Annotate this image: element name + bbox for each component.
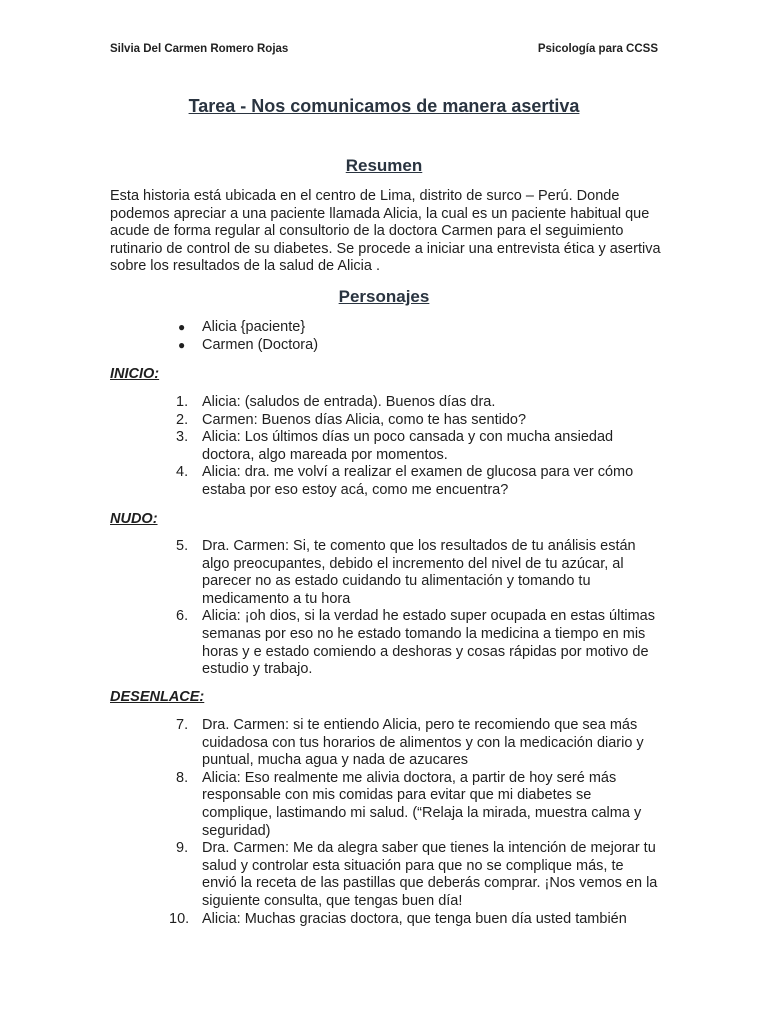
item-text: Alicia: (saludos de entrada). Buenos días dra. bbox=[202, 394, 496, 410]
bullet-icon: ● bbox=[178, 320, 186, 334]
item-number: 9. bbox=[176, 840, 189, 857]
dialog-item bbox=[178, 608, 662, 678]
item-number: 1. bbox=[176, 394, 189, 410]
desenlace-list bbox=[169, 717, 662, 928]
item-text: Alicia: Muchas gracias doctora, que tenga buen día usted también bbox=[202, 910, 627, 927]
resumen-paragraph: Esta historia está ubicada en el centro de Lima, distrito de surco – Perú. Donde podemos apreciar a una paciente llamada Alicia, la cual es un paciente habitual que acude de forma regular al consultorio de la doctora Carmen para el seguimiento rutinario de control de su diabetes. Se procede a iniciar una entrevista ética y asertiva sobre los resultados de la salud de Alicia . bbox=[110, 188, 661, 274]
list-item-text: Alicia {paciente} bbox=[202, 319, 306, 335]
item-text: Dra. Carmen: si te entiendo Alicia, pero te recomiendo que sea más cuidadosa con tus horarios de alimentos y con la medicación diario y puntual, mucha agua y nada de azucares bbox=[202, 717, 644, 769]
personajes-heading: Personajes bbox=[338, 287, 430, 306]
item-text: Dra. Carmen: Si, te comento que los resultados de tu análisis están algo preocupantes, debido el incremento del nivel de tu azúcar, al parecer no as estado cuidando tu alimentación y tomando tu medicamento a tu hora bbox=[202, 538, 636, 607]
dialog-item bbox=[178, 538, 662, 608]
item-number: 6. bbox=[176, 608, 189, 625]
item-text: Alicia: ¡oh dios, si la verdad he estado super ocupada en estas últimas semanas por eso no he estado tomando la medicina a tiempo en mis horas y e estado comiendo a deshoras y cosas rápidas por motivo de estudio y trabajo. bbox=[202, 608, 655, 678]
desenlace-label: DESENLACE: bbox=[110, 689, 205, 705]
personajes-list bbox=[178, 318, 318, 354]
item-number: 3. bbox=[176, 429, 189, 446]
item-number: 4. bbox=[176, 464, 189, 481]
item-text: Carmen: Buenos días Alicia, como te has sentido? bbox=[202, 411, 527, 428]
item-text: Alicia: Los últimos días un poco cansada y con mucha ansiedad doctora, algo mareada por momentos. bbox=[202, 429, 614, 463]
document-title: Tarea - Nos comunicamos de manera asertiva bbox=[188, 96, 580, 116]
item-text: Alicia: dra. me volví a realizar el examen de glucosa para ver cómo estaba por eso estoy acá, como me encuentra? bbox=[202, 464, 634, 498]
list-item bbox=[178, 318, 318, 336]
resumen-heading: Resumen bbox=[345, 156, 423, 175]
item-text: Dra. Carmen: Me da alegra saber que tienes la intención de mejorar tu salud y controlar esta situación para que no se complique más, te envió la receta de las pastillas que deberás comprar. ¡Nos vemos en la siguiente consulta, que tengas buen día! bbox=[202, 840, 658, 909]
item-text: Alicia: Eso realmente me alivia doctora, a partir de hoy seré más responsable con mis comidas para evitar que mi diabetes se complique, lastimando mi salud. (“Relaja la mirada, muestra calma y seguridad) bbox=[202, 769, 642, 839]
dialog-item bbox=[178, 412, 662, 430]
dialog-item bbox=[178, 464, 662, 499]
dialog-item bbox=[178, 770, 662, 840]
item-number: 7. bbox=[176, 717, 189, 733]
dialog-item bbox=[169, 910, 662, 929]
list-item bbox=[178, 336, 318, 354]
bullet-icon: ● bbox=[178, 338, 186, 352]
item-number: 2. bbox=[176, 411, 189, 428]
list-item-text: Carmen (Doctora) bbox=[202, 337, 319, 353]
dialog-item bbox=[178, 717, 662, 770]
inicio-list bbox=[178, 394, 662, 500]
dialog-item bbox=[178, 394, 662, 412]
author-name: Silvia Del Carmen Romero Rojas bbox=[110, 43, 289, 55]
item-number: 8. bbox=[176, 769, 189, 786]
dialog-item bbox=[178, 429, 662, 464]
course-name: Psicología para CCSS bbox=[537, 43, 658, 55]
item-number: 5. bbox=[176, 538, 189, 554]
item-number: 10. bbox=[169, 910, 190, 927]
nudo-label: NUDO: bbox=[110, 511, 158, 527]
nudo-list bbox=[178, 538, 662, 679]
page-header bbox=[110, 43, 658, 55]
dialog-item bbox=[178, 840, 662, 910]
inicio-label: INICIO: bbox=[110, 366, 160, 382]
